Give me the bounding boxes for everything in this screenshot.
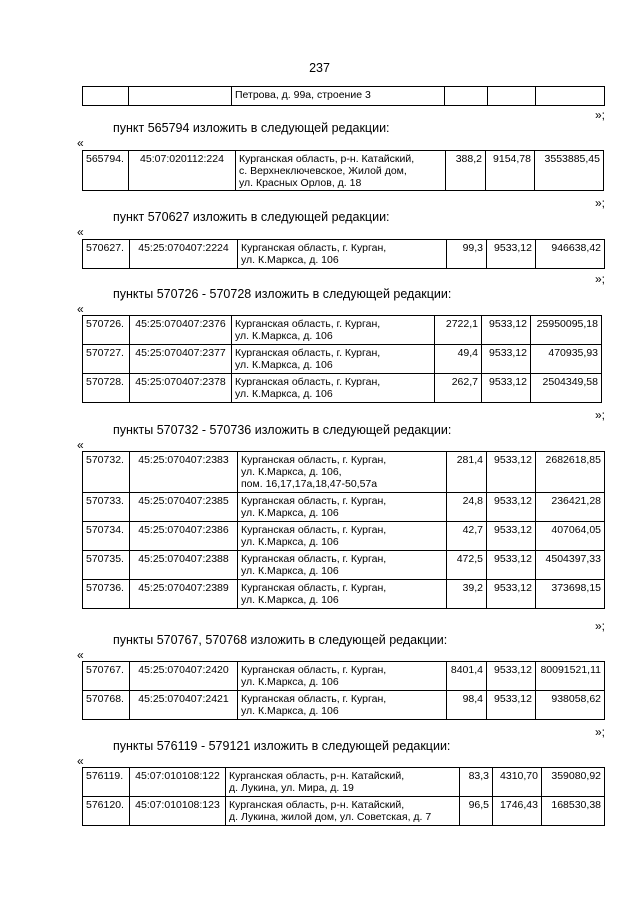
row-index: 570733. [83,493,130,522]
address-cell: Курганская область, р-н. Катайский, д. Лукина, жилой дом, ул. Советская, д. 7 [226,797,460,826]
row-index: 570768. [83,691,130,720]
area-cell: 42,7 [447,522,487,551]
area-cell: 99,3 [447,240,487,269]
address-cell: Курганская область, р-н. Катайский, д. Лукина, ул. Мира, д. 19 [226,768,460,797]
address-cell: Курганская область, г. Курган, ул. К.Маркса, д. 106 [238,691,447,720]
rate-cell: 9533,12 [487,691,536,720]
section-instruction: пункты 570732 - 570736 изложить в следующей редакции: [113,423,452,437]
row-index: 570627. [83,240,130,269]
area-cell: 83,3 [460,768,493,797]
value-cell: 2504349,58 [531,374,602,403]
area-cell: 281,4 [447,452,487,493]
table-row [83,374,602,403]
table-row [83,551,605,580]
rate-cell: 9533,12 [487,493,536,522]
opening-quote: « [77,438,84,452]
address-cell: Курганская область, г. Курган, ул. К.Маркса, д. 106 [232,316,435,345]
area-cell: 98,4 [447,691,487,720]
table-row [83,522,605,551]
closing-quote: »; [595,108,606,122]
opening-quote: « [77,225,84,239]
section-instruction: пункт 570627 изложить в следующей редакции: [113,210,390,224]
address-cell: Курганская область, р-н. Катайский, с. Верхнеключевское, Жилой дом, ул. Красных Орлов, д. 18 [236,151,446,191]
address-cell: Курганская область, г. Курган, ул. К.Маркса, д. 106 [238,493,447,522]
closing-quote: »; [595,196,606,210]
rate-cell: 9533,12 [482,316,531,345]
area-cell: 96,5 [460,797,493,826]
address-cell: Курганская область, г. Курган, ул. К.Маркса, д. 106 [238,522,447,551]
cadastral-number: 45:25:070407:2377 [130,345,232,374]
address-cell: Курганская область, г. Курган, ул. К.Маркса, д. 106 [238,551,447,580]
value-cell: 373698,15 [536,580,605,609]
address-cell: Курганская область, г. Курган, ул. К.Маркса, д. 106 [238,240,447,269]
row-index: 570767. [83,662,130,691]
section-table [82,239,605,269]
area-cell: 39,2 [447,580,487,609]
section-table [82,150,604,191]
rate-cell: 9154,78 [486,151,535,191]
row-index: 570735. [83,551,130,580]
value-cell: 2682618,85 [536,452,605,493]
table-row [83,452,605,493]
rate-cell: 9533,12 [482,345,531,374]
address-cell: Петрова, д. 99а, строение 3 [235,89,371,101]
row-index: 576119. [83,768,130,797]
cadastral-number: 45:25:070407:2388 [130,551,238,580]
table-row [83,87,605,106]
page-number: 237 [309,61,330,75]
rate-cell: 9533,12 [487,580,536,609]
opening-quote: « [77,136,84,150]
section-table [82,315,602,403]
rate-cell: 9533,12 [487,662,536,691]
address-cell: Курганская область, г. Курган, ул. К.Маркса, д. 106 [238,580,447,609]
cadastral-number: 45:07:020112:224 [129,151,236,191]
table-row [83,768,605,797]
closing-quote: »; [595,725,606,739]
section-instruction: пункты 570726 - 570728 изложить в следующей редакции: [113,287,452,301]
table-row [83,345,602,374]
area-cell: 262,7 [435,374,482,403]
table-row [83,493,605,522]
section-table [82,767,605,826]
value-cell: 4504397,33 [536,551,605,580]
rate-cell: 9533,12 [487,551,536,580]
cadastral-number: 45:25:070407:2376 [130,316,232,345]
cadastral-number: 45:07:010108:123 [130,797,226,826]
value-cell: 938058,62 [536,691,605,720]
row-index: 570726. [83,316,130,345]
cadastral-number: 45:07:010108:122 [130,768,226,797]
address-cell: Курганская область, г. Курган, ул. К.Маркса, д. 106, пом. 16,17,17а,18,47-50,57а [238,452,447,493]
table-row [83,316,602,345]
rate-cell: 9533,12 [482,374,531,403]
table-top [82,86,605,106]
rate-cell: 9533,12 [487,522,536,551]
section-instruction: пункт 565794 изложить в следующей редакции: [113,121,390,135]
value-cell: 236421,28 [536,493,605,522]
value-cell: 168530,38 [542,797,605,826]
section-instruction: пункты 570767, 570768 изложить в следующей редакции: [113,633,448,647]
area-cell: 49,4 [435,345,482,374]
closing-quote: »; [595,408,606,422]
row-index: 570732. [83,452,130,493]
row-index: 570727. [83,345,130,374]
cadastral-number: 45:25:070407:2378 [130,374,232,403]
closing-quote: »; [595,272,606,286]
table-row [83,797,605,826]
row-index: 570734. [83,522,130,551]
opening-quote: « [77,754,84,768]
area-cell: 472,5 [447,551,487,580]
cadastral-number: 45:25:070407:2421 [130,691,238,720]
row-index: 570728. [83,374,130,403]
area-cell: 388,2 [446,151,486,191]
section-instruction: пункты 576119 - 579121 изложить в следующей редакции: [113,739,451,753]
cadastral-number: 45:25:070407:2420 [130,662,238,691]
value-cell: 407064,05 [536,522,605,551]
area-cell: 8401,4 [447,662,487,691]
area-cell: 2722,1 [435,316,482,345]
cadastral-number: 45:25:070407:2386 [130,522,238,551]
cadastral-number: 45:25:070407:2385 [130,493,238,522]
address-cell: Курганская область, г. Курган, ул. К.Маркса, д. 106 [238,662,447,691]
value-cell: 25950095,18 [531,316,602,345]
opening-quote: « [77,648,84,662]
opening-quote: « [77,302,84,316]
value-cell: 359080,92 [542,768,605,797]
area-cell: 24,8 [447,493,487,522]
table-row [83,151,604,191]
table-row [83,240,605,269]
closing-quote: »; [595,619,606,633]
rate-cell: 1746,43 [493,797,542,826]
value-cell: 470935,93 [531,345,602,374]
section-table [82,451,605,609]
value-cell: 946638,42 [536,240,605,269]
value-cell: 3553885,45 [535,151,604,191]
section-table [82,661,605,720]
cadastral-number: 45:25:070407:2389 [130,580,238,609]
cadastral-number: 45:25:070407:2383 [130,452,238,493]
row-index: 565794. [83,151,129,191]
row-index: 570736. [83,580,130,609]
rate-cell: 9533,12 [487,452,536,493]
rate-cell: 9533,12 [487,240,536,269]
value-cell: 80091521,11 [536,662,605,691]
table-row [83,662,605,691]
cadastral-number: 45:25:070407:2224 [130,240,238,269]
table-row [83,691,605,720]
rate-cell: 4310,70 [493,768,542,797]
address-cell: Курганская область, г. Курган, ул. К.Маркса, д. 106 [232,374,435,403]
row-index: 576120. [83,797,130,826]
address-cell: Курганская область, г. Курган, ул. К.Маркса, д. 106 [232,345,435,374]
table-row [83,580,605,609]
